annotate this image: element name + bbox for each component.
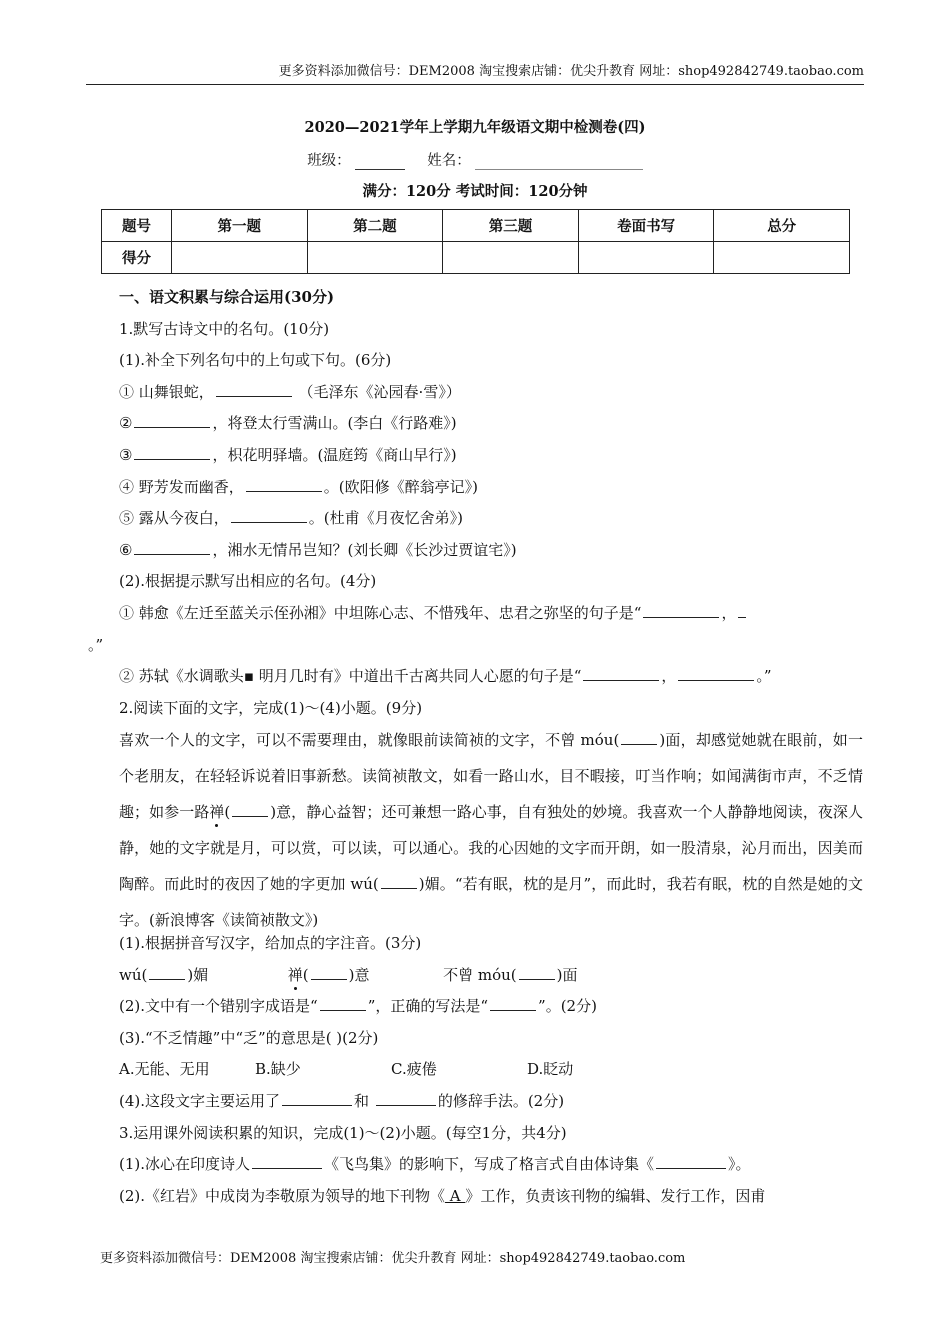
dotted-char: 禅: [209, 803, 225, 821]
answer-blank[interactable]: [656, 1150, 726, 1169]
option-c[interactable]: C.疲倦: [391, 1060, 437, 1079]
table-header: 第三题: [443, 210, 579, 242]
question-3-part-1: (1).冰心在印度诗人 《飞鸟集》的影响下，写成了格言式自由体诗集《 》。: [119, 1149, 863, 1181]
class-label: 班级：: [307, 153, 351, 169]
table-header: 卷面书写: [578, 210, 714, 242]
answer-blank[interactable]: [149, 961, 185, 980]
table-header: 总分: [714, 210, 850, 242]
poem-item-4: ④ 野芳发而幽香， 。(欧阳修《醉翁亭记》): [119, 472, 863, 504]
answer-blank[interactable]: [490, 992, 536, 1011]
question-2-part-2: (2).文中有一个错别字成语是“ ”，正确的写法是“ ”。(2分): [119, 991, 863, 1023]
recall-item-1-end: 。”: [88, 635, 104, 654]
name-label: 姓名：: [427, 153, 471, 169]
answer-blank[interactable]: [134, 441, 210, 460]
score-table-row: [102, 242, 850, 274]
question-1: 1.默写古诗文中的名句。(10分): [119, 319, 330, 338]
table-header: 第二题: [307, 210, 443, 242]
answer-blank[interactable]: [246, 473, 322, 492]
poem-item-5: ⑤ 露从今夜白， 。(杜甫《月夜忆舍弟》): [119, 503, 863, 535]
answer-blank[interactable]: [216, 378, 292, 397]
section-heading: 一、语文积累与综合运用(30分): [119, 288, 335, 306]
answer-blank[interactable]: [381, 870, 417, 889]
answer-blank[interactable]: [252, 1150, 322, 1169]
score-row-label: 得分: [102, 242, 172, 274]
answer-blank[interactable]: [282, 1087, 352, 1106]
answer-blank[interactable]: [678, 662, 754, 681]
answer-blank[interactable]: [134, 536, 210, 555]
score-cell[interactable]: [578, 242, 714, 274]
answer-blank[interactable]: [519, 961, 555, 980]
answer-blank[interactable]: [738, 599, 746, 618]
table-header: 第一题: [172, 210, 308, 242]
reading-passage: 喜欢一个人的文字，可以不需要理由，就像眼前读简祯的文字，不曾 móu( )面，却感觉她就在眼前，如一个老朋友，在轻轻诉说着旧事新愁。读简祯散文，如看一路山水，目不暇接，叮当作响；如闻满街市声，不乏情趣；如参一路禅( )意，静心益智；还可兼想一路心事，自有独处的妙境。我喜欢一个人静静地阅读，夜深人静，她的文字就是月，可以赏，可以读，可以通心。我的心因她的文字而开朗，如一股清泉，沁月而出，因美而陶醉。而此时的夜因了她的字更加 wú( )媚。“若有眠，枕的是月”，而此时，我若有眠，枕的自然是她的文字。(新浪博客《读简祯散文》): [119, 722, 863, 938]
score-cell[interactable]: [714, 242, 850, 274]
student-info-line: [0, 149, 950, 170]
question-2-part-1: (1).根据拼音写汉字，给加点的字注音。(3分): [119, 934, 422, 952]
answer-blank[interactable]: [231, 504, 307, 523]
poem-item-1: ① 山舞银蛇， （毛泽东《沁园春·雪》）: [119, 377, 863, 409]
poem-item-6: ⑥ ，湘水无情吊岂知？(刘长卿《长沙过贾谊宅》): [119, 535, 863, 567]
score-table-header-row: [102, 210, 850, 242]
recall-item-2: ② 苏轼《水调歌头▪ 明月几时有》中道出千古离共同人心愿的句子是“ ， 。”: [119, 661, 863, 693]
option-a[interactable]: A.无能、无用: [119, 1060, 210, 1079]
questions-block-2: [119, 928, 863, 1212]
question-2-part-4: (4).这段文字主要运用了 和 的修辞手法。(2分): [119, 1086, 863, 1118]
score-table: [101, 209, 850, 274]
score-cell[interactable]: [443, 242, 579, 274]
class-field[interactable]: [355, 153, 405, 170]
poem-item-3: ③ ，枳花明驿墙。(温庭筠《商山早行》): [119, 440, 863, 472]
poem-item-2: ② ，将登太行雪满山。(李白《行路难》): [119, 408, 863, 440]
question-3-part-2: (2).《红岩》中成岗为李敬原为领导的地下刊物《 A 》工作，负责该刊物的编辑、发行工作，因甫: [119, 1186, 766, 1205]
answer-blank[interactable]: [232, 798, 268, 817]
answer-blank[interactable]: [134, 409, 210, 428]
table-header: 题号: [102, 210, 172, 242]
score-cell[interactable]: [172, 242, 308, 274]
question-2: 2.阅读下面的文字，完成(1)～(4)小题。(9分): [119, 698, 423, 717]
score-cell[interactable]: [307, 242, 443, 274]
question-1-part-2: (2).根据提示默写出相应的名句。(4分): [119, 572, 377, 591]
page-header: 更多资料添加微信号：DEM2008 淘宝搜索店铺：优尖升教育 网址：shop492842749.taobao.com: [86, 62, 864, 85]
answer-blank[interactable]: [643, 599, 719, 618]
answer-blank[interactable]: [320, 992, 366, 1011]
answer-blank[interactable]: [621, 726, 657, 745]
option-d[interactable]: D.眨动: [527, 1060, 574, 1079]
questions-block: [88, 282, 863, 724]
exam-title: 2020—2021学年上学期九年级语文期中检测卷(四): [304, 119, 646, 136]
question-1-part-1: (1).补全下列名句中的上句或下句。(6分): [119, 351, 392, 370]
answer-blank-a[interactable]: A: [445, 1186, 466, 1205]
answer-blank[interactable]: [311, 961, 347, 980]
choice-options: [119, 1054, 863, 1086]
score-info: 满分：120分 考试时间：120分钟: [362, 183, 588, 200]
answer-blank[interactable]: [583, 662, 659, 681]
name-field[interactable]: [475, 153, 643, 170]
page-footer: 更多资料添加微信号：DEM2008 淘宝搜索店铺：优尖升教育 网址：shop492842749.taobao.com: [100, 1251, 686, 1266]
recall-item-1: ① 韩愈《左迁至蓝关示侄孙湘》中坦陈心志、不惜残年、忠君之弥坚的句子是“ ，: [119, 598, 863, 630]
answer-blank[interactable]: [376, 1087, 436, 1106]
pinyin-items: wú( )媚 禅( )意 不曾 móu( )面: [119, 960, 863, 992]
option-b[interactable]: B.缺少: [255, 1060, 301, 1079]
question-2-part-3: (3).“不乏情趣”中“乏”的意思是( )(2分): [119, 1028, 379, 1047]
dotted-char: 禅: [287, 965, 303, 984]
question-3: 3.运用课外阅读积累的知识，完成(1)～(2)小题。(每空1分，共4分): [119, 1123, 567, 1142]
